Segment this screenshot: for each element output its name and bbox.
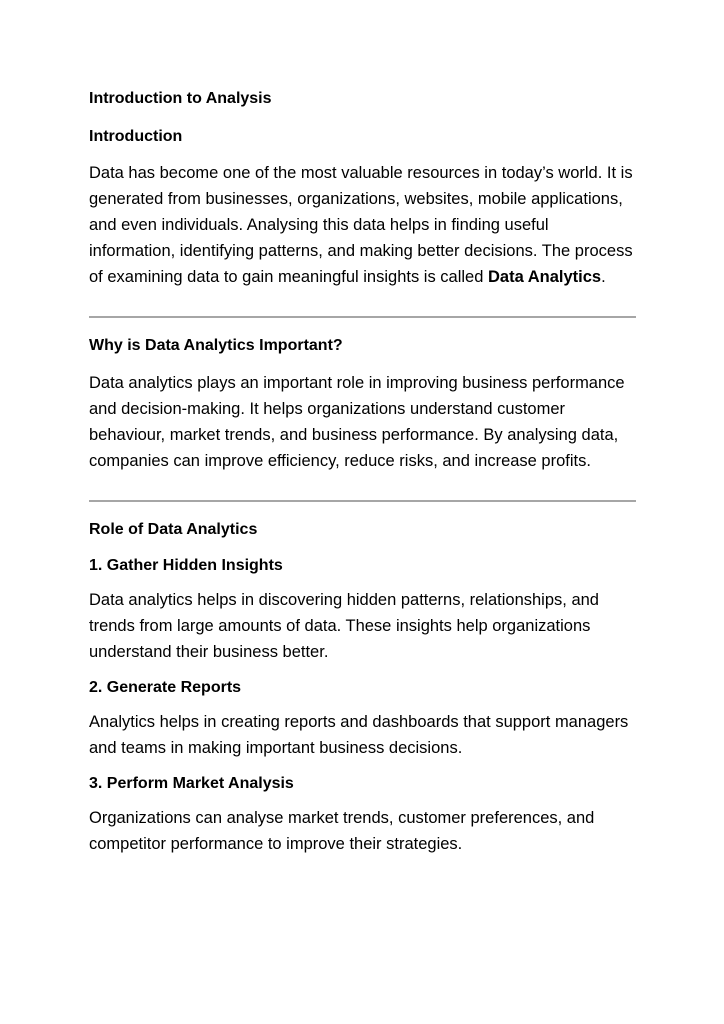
section-divider xyxy=(89,500,636,502)
role-item-heading: 3. Perform Market Analysis xyxy=(89,775,294,792)
intro-paragraph xyxy=(89,160,639,290)
intro-text: Data has become one of the most valuable resources in today’s world. It is generated from businesses, organizations, websites, mobile applications, and even individuals. Analysing this data helps in finding useful information, identifying patterns, and making better decisions. The process of examining data to gain meaningful insights is called xyxy=(89,164,633,286)
role-item-text: Organizations can analyse market trends, customer preferences, and competitor performance to improve their strategies. xyxy=(89,809,595,853)
role-item-heading: 1. Gather Hidden Insights xyxy=(89,557,283,574)
section-divider xyxy=(89,316,636,318)
role-item-heading: 2. Generate Reports xyxy=(89,679,242,696)
role-heading: Role of Data Analytics xyxy=(89,521,258,538)
importance-heading: Why is Data Analytics Important? xyxy=(89,337,343,354)
intro-text-end: . xyxy=(601,268,606,286)
role-item-text: Analytics helps in creating reports and dashboards that support managers and teams in making important business decisions. xyxy=(89,713,629,757)
document-page xyxy=(89,88,639,857)
role-item-text: Data analytics helps in discovering hidden patterns, relationships, and trends from large amounts of data. These insights help organizations understand their business better. xyxy=(89,591,599,661)
intro-bold-term: Data Analytics xyxy=(488,268,602,286)
document-title: Introduction to Analysis xyxy=(89,90,272,107)
intro-heading: Introduction xyxy=(89,128,183,145)
importance-paragraph: Data analytics plays an important role in improving business performance and decision-making. It helps organizations understand customer behaviour, market trends, and business performance. By analysing data, companies can improve efficiency, reduce risks, and increase profits. xyxy=(89,374,625,470)
